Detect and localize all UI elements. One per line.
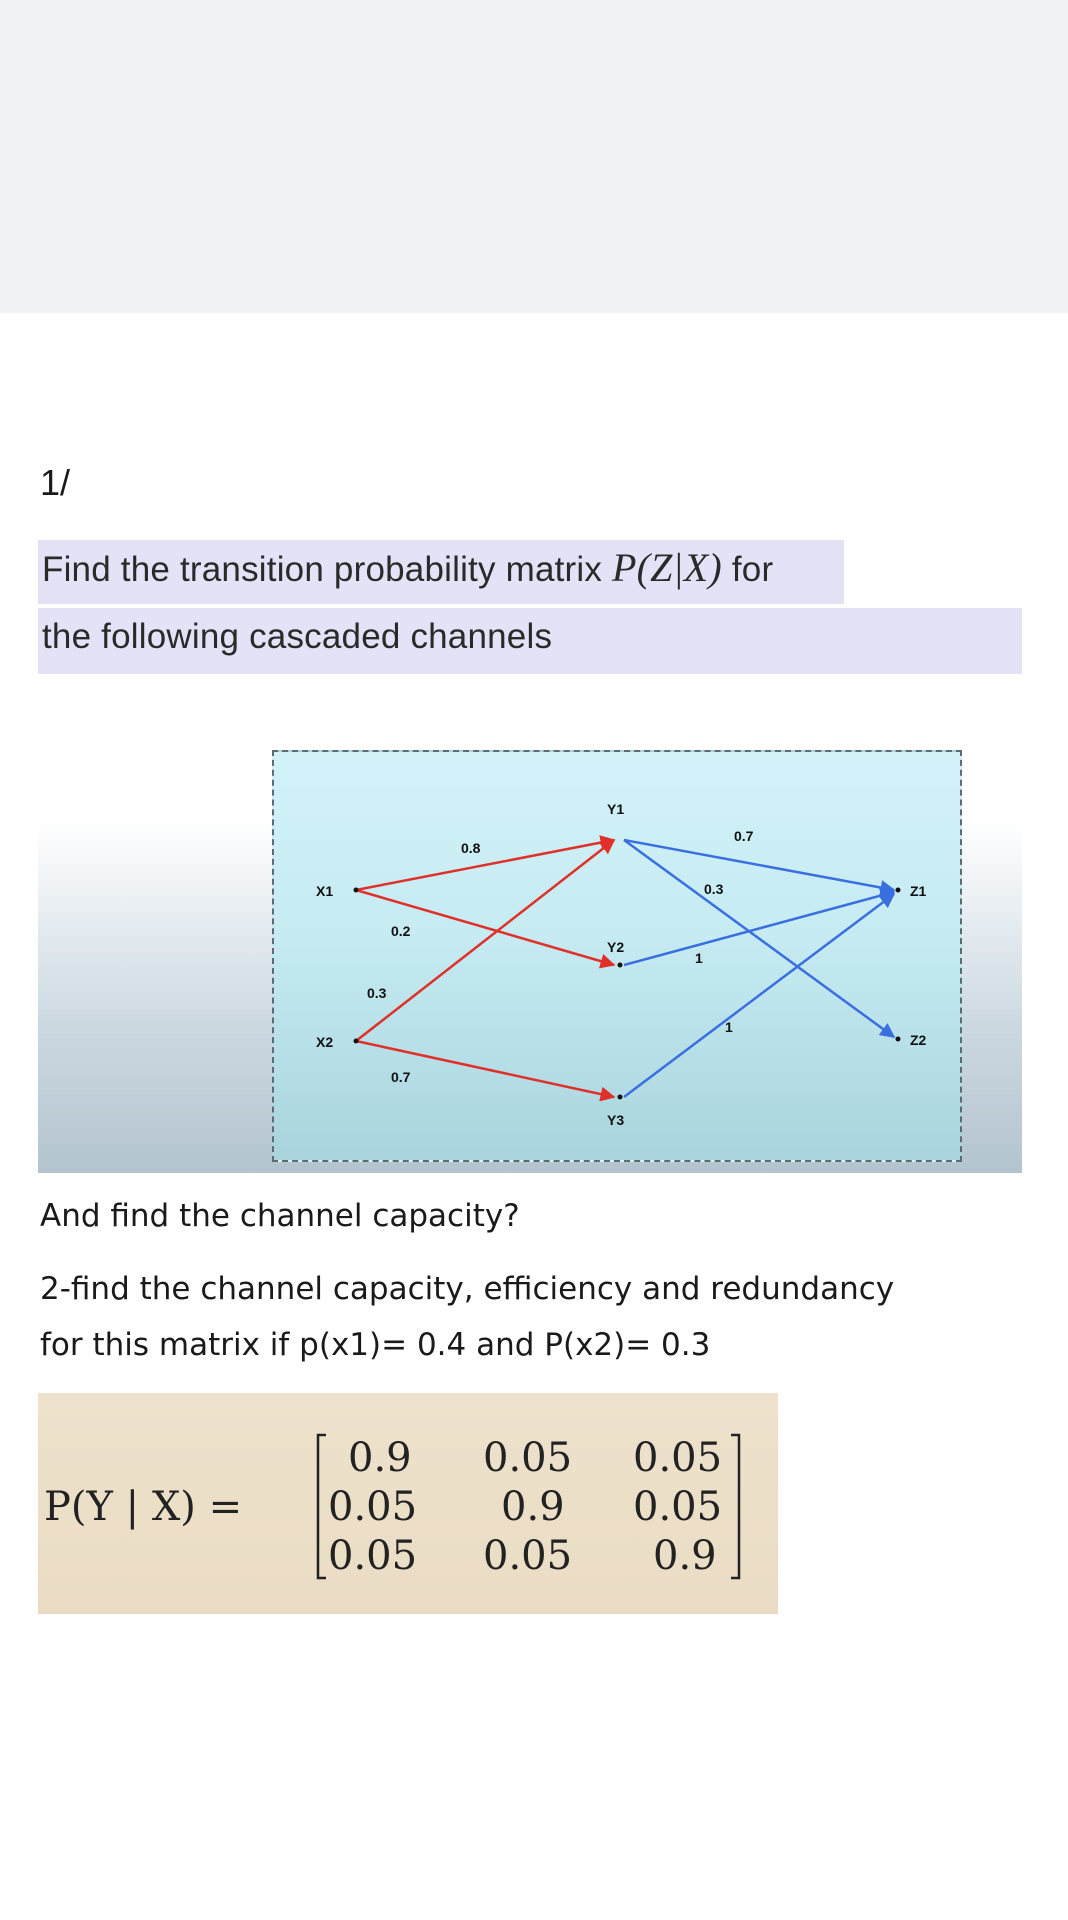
question-line-2: the following cascaded channels (38, 608, 1022, 674)
edge-y1-z2 (624, 840, 894, 1037)
node-z1-label: Z1 (910, 883, 927, 899)
node-x2-label: X2 (316, 1034, 334, 1050)
matrix-left-bracket (318, 1435, 326, 1578)
question-line-1-math: P(Z|X) (612, 545, 722, 590)
channel-diagram (272, 750, 962, 1162)
matrix-svg (38, 1393, 778, 1614)
matrix-cell: 0.05 (633, 1484, 723, 1530)
node-x2-dot (354, 1039, 359, 1044)
node-y3-dot (618, 1095, 623, 1100)
matrix-cell: 0.9 (653, 1533, 717, 1579)
channel-diagram-panel (38, 735, 1022, 1173)
matrix-cell: 0.05 (328, 1484, 418, 1530)
question-line-1-prefix: Find the transition probability matrix (42, 550, 612, 589)
top-blank-band (0, 0, 1068, 313)
matrix-cell: 0.05 (328, 1533, 418, 1579)
question-2-line-1: 2-find the channel capacity, efficiency and redundancy (40, 1271, 895, 1307)
edge-label-x1-y2: 0.2 (391, 923, 411, 939)
question-line-3: And find the channel capacity? (40, 1198, 520, 1234)
node-z2-dot (896, 1037, 901, 1042)
edge-label-y3-z1: 1 (725, 1019, 733, 1035)
edge-label-x2-y1: 0.3 (367, 985, 387, 1001)
question-2-line-2: for this matrix if p(x1)= 0.4 and P(x2)= 0.3 (40, 1327, 711, 1363)
edge-x1-y1 (356, 840, 614, 890)
edge-label-y1-z2: 0.3 (704, 881, 724, 897)
edge-label-x1-y1: 0.8 (461, 840, 481, 856)
question-number: 1/ (40, 462, 71, 503)
node-z1-dot (896, 888, 901, 893)
question-line-1 (38, 540, 844, 604)
matrix-right-bracket (731, 1435, 739, 1578)
node-x1-label: X1 (316, 883, 334, 899)
edge-y3-z1 (624, 894, 894, 1097)
channel-diagram-svg (274, 752, 964, 1164)
question-line-1-suffix: for (721, 550, 774, 589)
matrix-cell: 0.05 (633, 1435, 723, 1481)
node-z2-label: Z2 (910, 1032, 927, 1048)
matrix-panel (38, 1393, 778, 1614)
edge-label-y1-z1: 0.7 (734, 828, 754, 844)
node-y3-label: Y3 (607, 1112, 625, 1128)
node-x1-dot (354, 888, 359, 893)
node-y2-dot (618, 963, 623, 968)
edge-y1-z1 (624, 840, 894, 890)
matrix-cell: 0.05 (483, 1533, 573, 1579)
matrix-cell: 0.05 (483, 1435, 573, 1481)
node-y1-label: Y1 (607, 801, 625, 817)
node-y2-label: Y2 (607, 939, 625, 955)
matrix-label: P(Y | X) = (44, 1484, 243, 1530)
edge-y2-z1 (624, 892, 894, 965)
edge-x2-y1 (356, 840, 614, 1041)
matrix-cell: 0.9 (501, 1484, 565, 1530)
edge-label-x2-y3: 0.7 (391, 1069, 411, 1085)
edge-label-y2-z1: 1 (695, 950, 703, 966)
matrix-cell: 0.9 (348, 1435, 412, 1481)
